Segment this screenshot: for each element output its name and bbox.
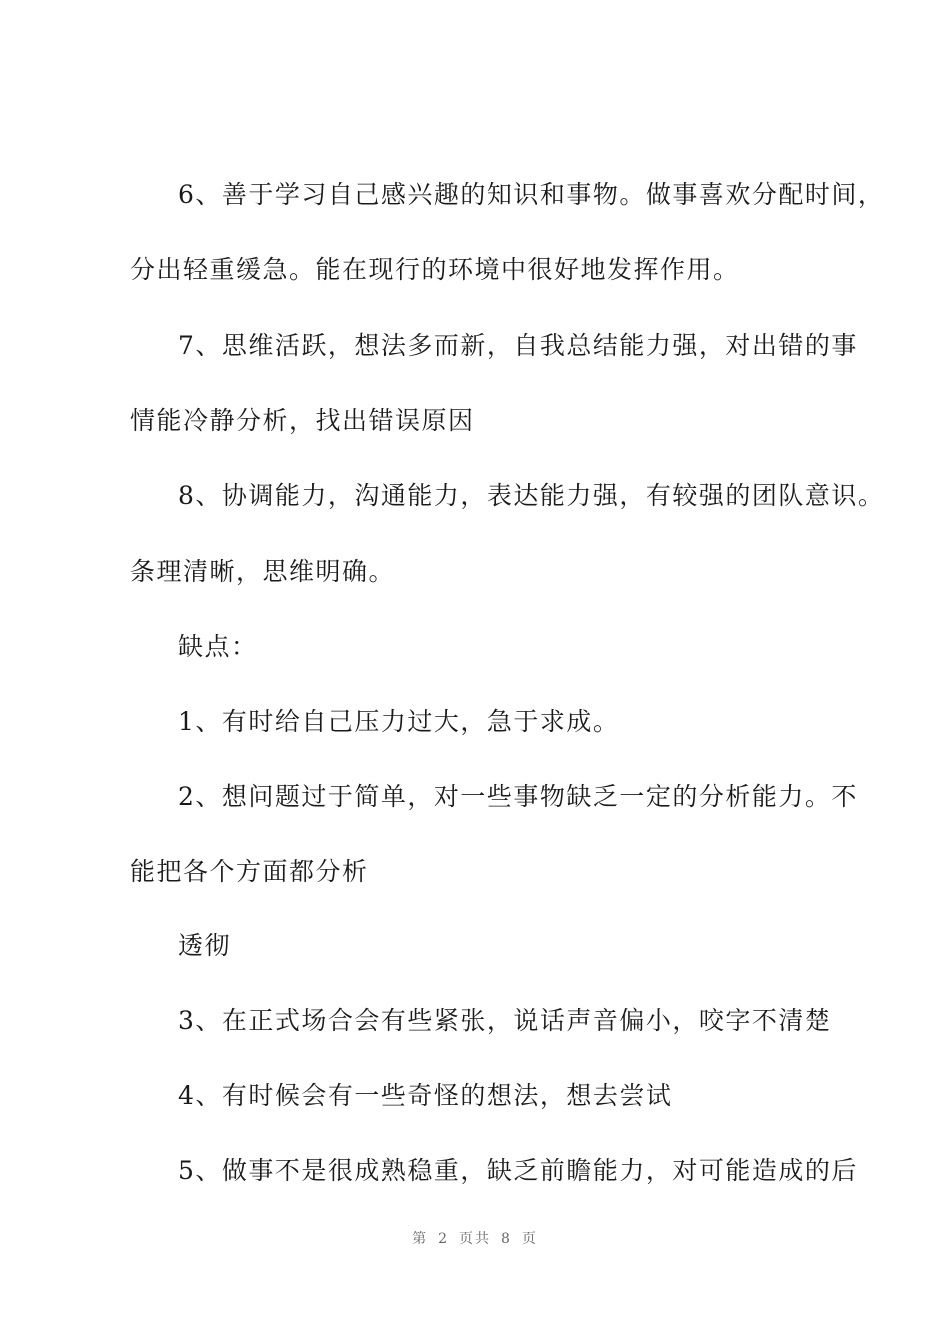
- footer-total-pages: 8: [501, 1231, 512, 1247]
- page-footer: [0, 1228, 950, 1248]
- footer-middle: 页共: [459, 1231, 491, 1247]
- text-line: 7、思维活跃，想法多而新，自我总结能力强，对出错的事: [178, 331, 858, 360]
- text-line: 3、在正式场合会有些紧张，说话声音偏小，咬字不清楚: [178, 1006, 832, 1035]
- footer-suffix: 页: [521, 1231, 538, 1247]
- text-line: 透彻: [178, 931, 232, 960]
- section-heading: 缺点：: [178, 632, 258, 661]
- text-line: 条理清晰，思维明确。: [130, 557, 396, 586]
- footer-prefix: 第: [412, 1231, 429, 1247]
- text-line: 8、协调能力，沟通能力，表达能力强，有较强的团队意识。: [178, 481, 885, 510]
- text-line: 4、有时候会有一些奇怪的想法，想去尝试: [178, 1081, 673, 1110]
- text-line: 6、善于学习自己感兴趣的知识和事物。做事喜欢分配时间，: [178, 180, 885, 209]
- text-line: 2、想问题过于简单，对一些事物缺乏一定的分析能力。不: [178, 782, 858, 811]
- text-line: 5、做事不是很成熟稳重，缺乏前瞻能力，对可能造成的后: [178, 1156, 858, 1185]
- text-line: 情能冷静分析，找出错误原因: [130, 406, 475, 435]
- text-line: 能把各个方面都分析: [130, 857, 369, 886]
- footer-page-number: 2: [438, 1231, 449, 1247]
- text-line: 分出轻重缓急。能在现行的环境中很好地发挥作用。: [130, 255, 740, 284]
- text-line: 1、有时给自己压力过大，急于求成。: [178, 707, 620, 736]
